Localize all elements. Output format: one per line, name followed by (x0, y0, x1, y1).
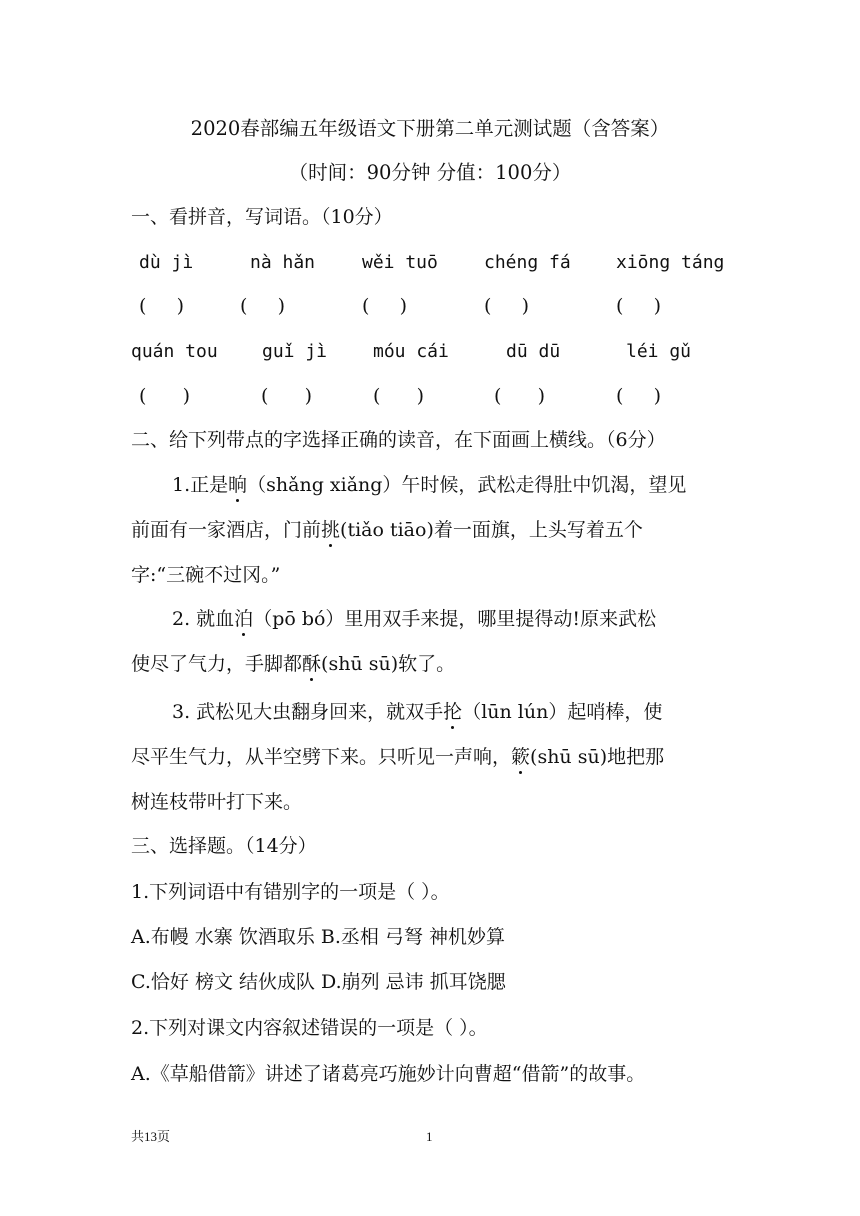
text-segment: 2. 就血 (172, 608, 235, 630)
answer-blank[interactable]: ( ) (139, 295, 185, 317)
dotted-character: 泊 (234, 608, 254, 630)
pinyin-cell: xiōng táng (616, 252, 725, 273)
answer-option: A.《草船借箭》讲述了诸葛亮巧施妙计向曹超“借箭”的故事。 (131, 1063, 646, 1085)
answer-blank[interactable]: ( ) (240, 295, 286, 317)
answer-options: A.布幔 水寨 饮酒取乐 B.丞相 弓弩 神机妙算 (131, 926, 505, 948)
answer-blank[interactable]: ( ) (373, 385, 425, 407)
text-segment: 尽平生气力，从半空劈下来。只听见一声响， (131, 746, 512, 768)
text-segment: (shū sū)地把那 (530, 746, 665, 768)
pinyin-cell: guǐ jì (262, 341, 328, 362)
text-segment: （shǎng xiǎng）午时候，武松走得肚中饥渴，望见 (247, 474, 687, 496)
text-segment: (shū sū)软了。 (321, 653, 456, 675)
pinyin-cell: léi gǔ (626, 341, 692, 362)
total-pages: 共13页 (131, 1129, 171, 1144)
dotted-character: 酥 (302, 653, 322, 675)
dotted-character: 抡 (443, 701, 463, 723)
answer-blank[interactable]: ( ) (484, 295, 530, 317)
pinyin-cell: nà hǎn (250, 252, 316, 273)
answer-blank[interactable]: ( ) (494, 385, 546, 407)
question-line: 树连枝带叶打下来。 (131, 791, 303, 813)
answer-blank[interactable]: ( ) (616, 385, 662, 407)
page-title: 2020春部编五年级语文下册第二单元测试题（含答案） (190, 117, 670, 140)
answer-blank[interactable]: ( ) (139, 385, 191, 407)
question-line (172, 700, 662, 724)
question-line (131, 745, 664, 769)
pinyin-cell: chéng fá (484, 252, 571, 273)
dotted-character: 晌 (228, 474, 248, 496)
text-segment: 前面有一家酒店，门前 (131, 519, 322, 541)
answer-blank[interactable]: ( ) (362, 295, 408, 317)
text-segment: 3. 武松见大虫翻身回来，就双手 (172, 701, 444, 723)
dotted-character: 挑 (321, 519, 341, 541)
text-segment: 1.正是 (172, 474, 229, 496)
pinyin-cell: quán tou (131, 341, 218, 362)
dotted-character: 簌 (511, 746, 531, 768)
pinyin-cell: wěi tuō (362, 252, 438, 273)
text-segment: （lūn lún）起哨棒，使 (462, 701, 663, 723)
text-segment: (tiǎo tiāo)着一面旗，上头写着五个 (340, 519, 643, 541)
section-2-heading: 二、给下列带点的字选择正确的读音，在下面画上横线。（6分） (131, 429, 666, 451)
pinyin-cell: dū dū (506, 341, 561, 362)
text-segment: 使尽了气力，手脚都 (131, 653, 303, 675)
pinyin-cell: dù jì (139, 252, 194, 273)
pinyin-cell: móu cái (373, 341, 449, 362)
question-line (172, 607, 656, 631)
question-line (172, 473, 686, 497)
page-subtitle: （时间：90分钟 分值：100分） (288, 161, 572, 184)
answer-blank[interactable]: ( ) (616, 295, 662, 317)
question-line: 2.下列对课文内容叙述错误的一项是（ ）。 (131, 1017, 488, 1039)
text-segment: （pō bó）里用双手来提，哪里提得动!原来武松 (253, 608, 657, 630)
page-number: 1 (426, 1129, 433, 1144)
section-3-heading: 三、选择题。（14分） (131, 835, 317, 857)
question-line (131, 652, 455, 676)
answer-blank[interactable]: ( ) (261, 385, 313, 407)
answer-options: C.恰好 榜文 结伙成队 D.崩列 忌讳 抓耳饶腮 (131, 971, 506, 993)
question-line: 字:“三碗不过冈。” (131, 564, 281, 586)
question-line (131, 518, 643, 542)
question-line: 1.下列词语中有错别字的一项是（ ）。 (131, 881, 450, 903)
section-1-heading: 一、看拼音，写词语。（10分） (131, 206, 393, 228)
